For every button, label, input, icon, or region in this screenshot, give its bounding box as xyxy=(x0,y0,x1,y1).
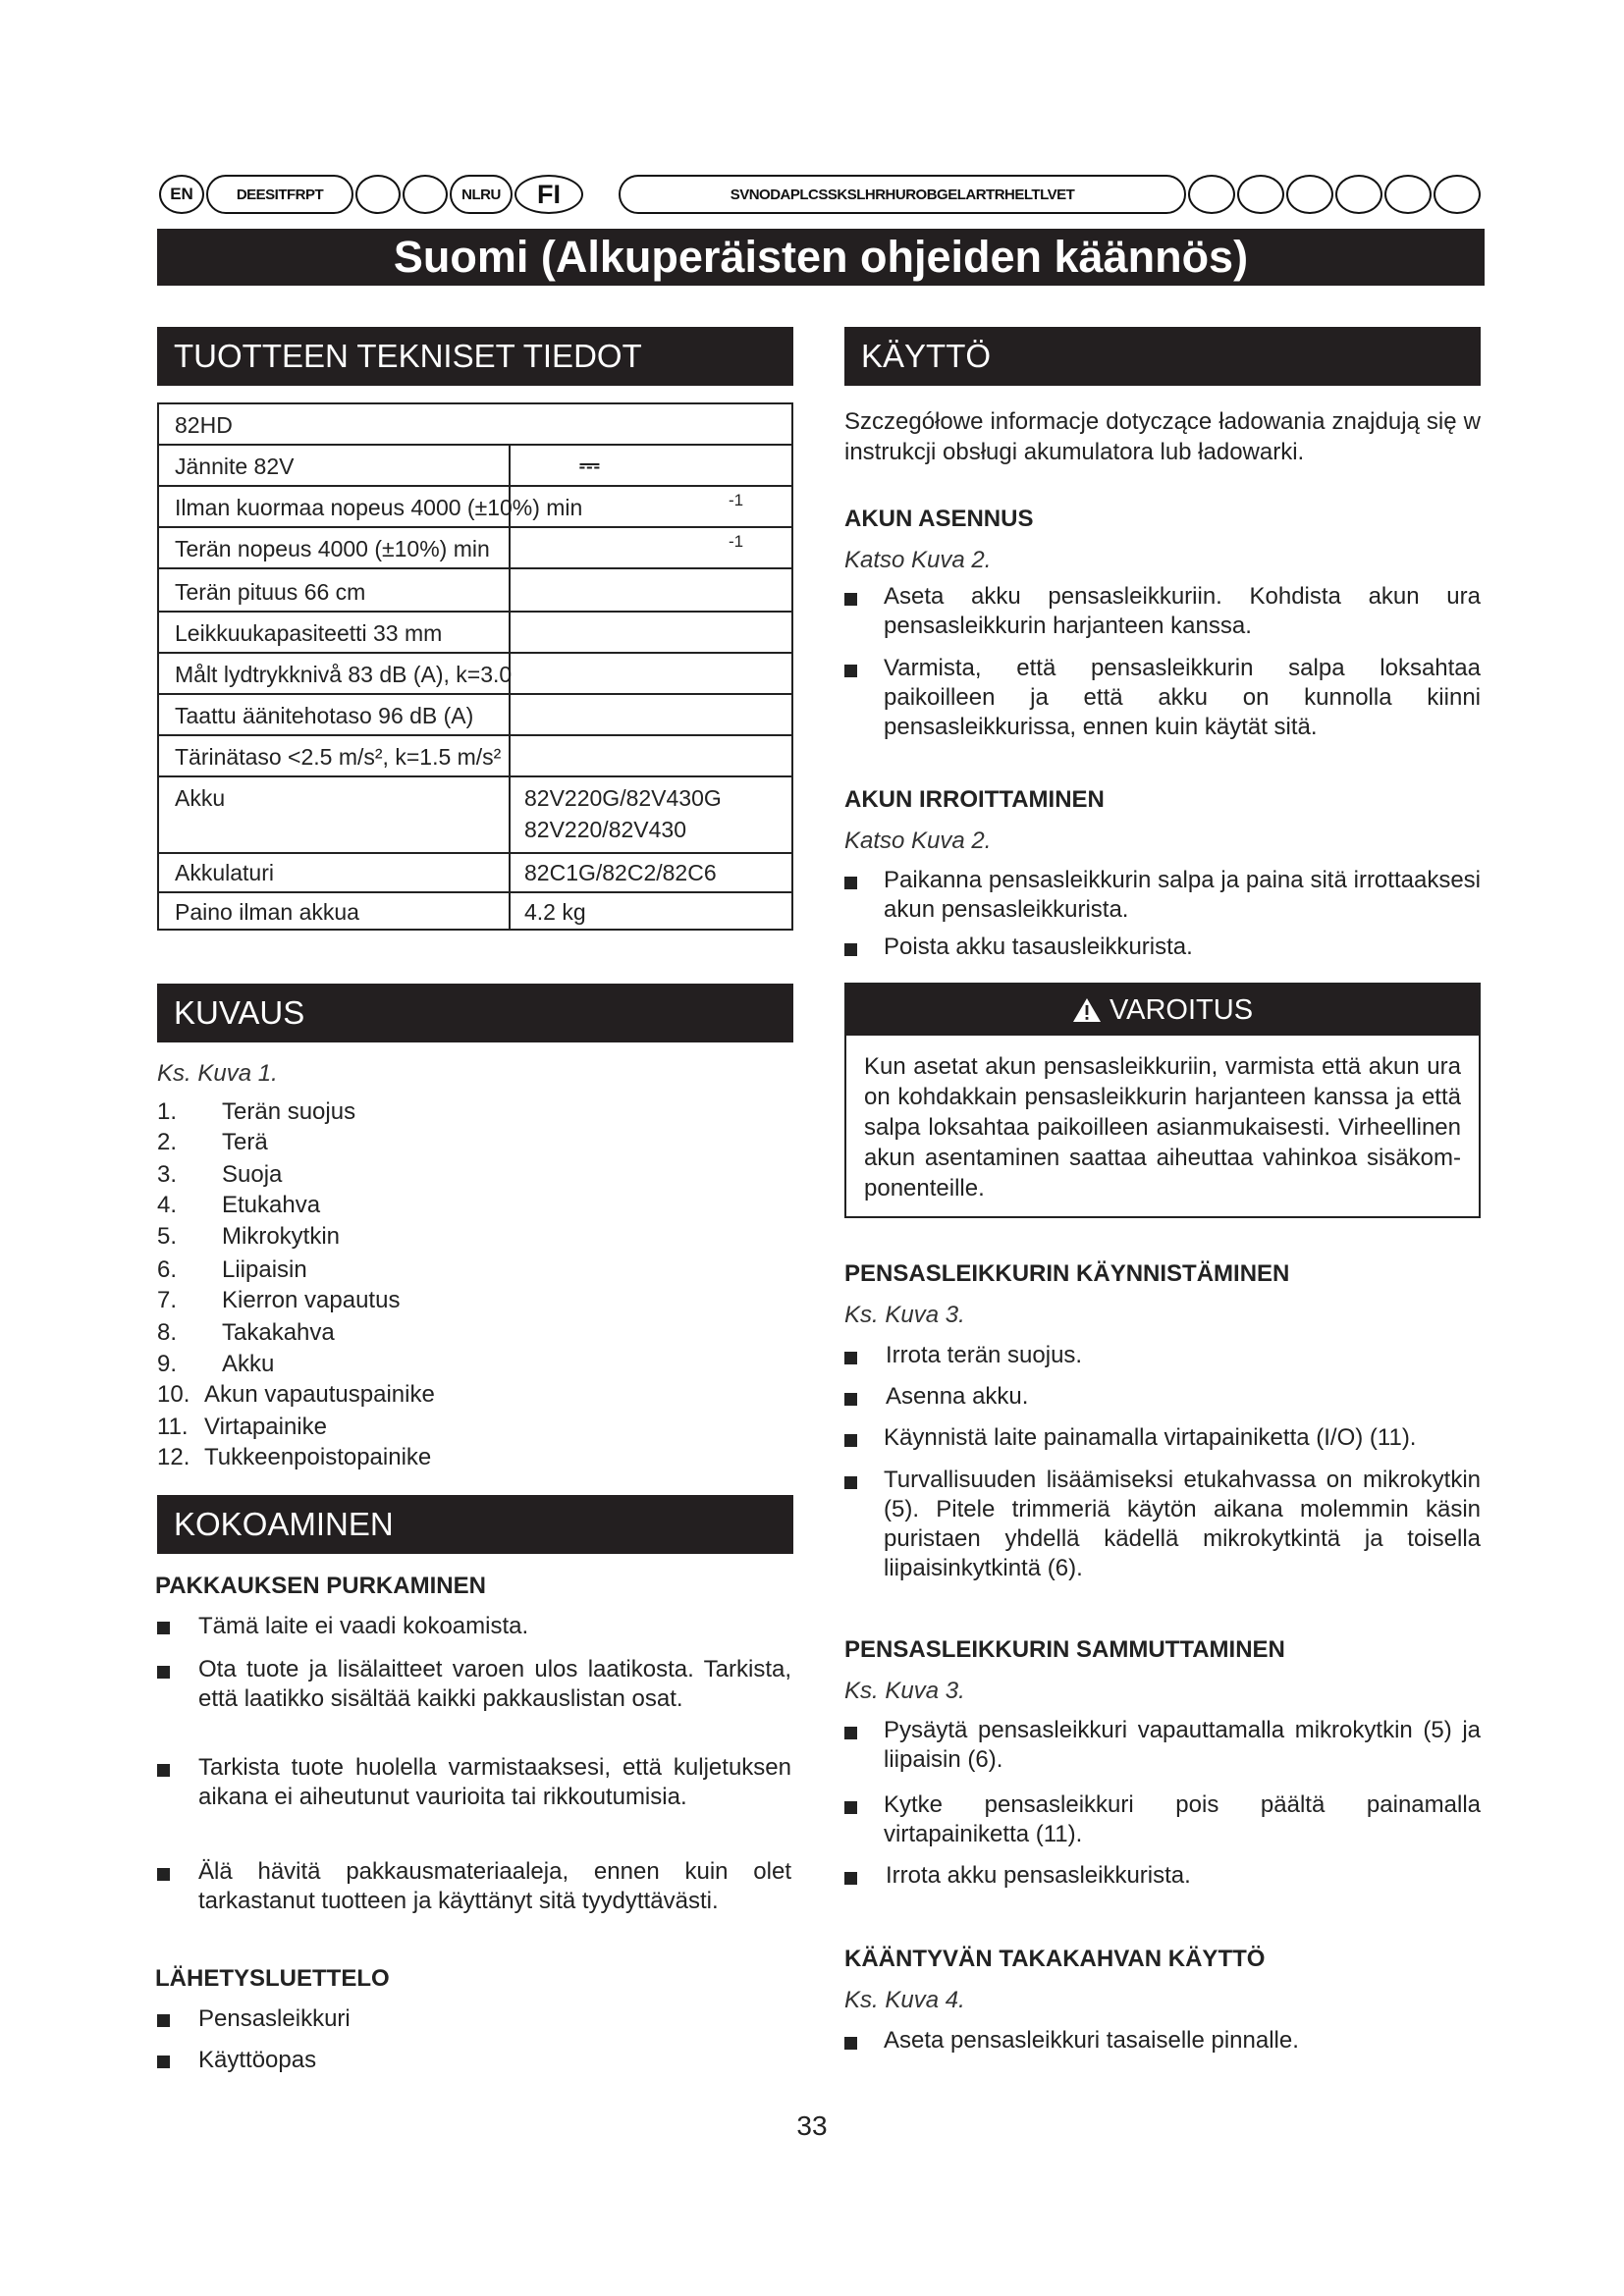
shipping-list-subheading: LÄHETYSLUETTELO xyxy=(155,1965,390,1992)
stop-bullet-1: Pysäytä pensasleikkuri vapauttamalla mikrokytkin (5) ja liipaisin (6). xyxy=(884,1717,1481,1773)
lang-tab-empty xyxy=(1384,175,1432,214)
bullet-icon xyxy=(157,1764,170,1777)
shipping-item-1: Pensasleikkuri xyxy=(198,2005,351,2032)
page-title: Suomi (Alkuperäisten ohjeiden käännös) xyxy=(157,229,1485,286)
spec-charger-value: 82C1G/82C2/82C6 xyxy=(524,860,717,885)
rotating-handle-subheading: KÄÄNTYVÄN TAKAKAHVAN KÄYTTÖ xyxy=(844,1946,1266,1972)
bullet-icon xyxy=(157,1622,170,1634)
battery-install-ref: Katso Kuva 2. xyxy=(844,547,992,573)
bullet-icon xyxy=(157,1666,170,1679)
battery-remove-subheading: AKUN IRROITTAMINEN xyxy=(844,786,1105,813)
spec-vibration: Tärinätaso <2.5 m/s², k=1.5 m/s² xyxy=(175,744,502,770)
lang-tab-group-2[interactable]: NLRU xyxy=(450,175,513,214)
spec-blade-length: Terän pituus 66 cm xyxy=(175,579,366,605)
lang-tab-group-1[interactable]: DEESITFRPT xyxy=(206,175,353,214)
bullet-icon xyxy=(844,1393,857,1406)
warning-title: VAROITUS xyxy=(1109,993,1254,1026)
tech-specs-heading: TUOTTEEN TEKNISET TIEDOT xyxy=(157,327,793,386)
stop-subheading: PENSASLEIKKURIN SAMMUTTAMINEN xyxy=(844,1636,1285,1663)
spec-table xyxy=(157,402,793,931)
unpack-bullet-2: Ota tuote ja lisälaitteet varoen ulos laatikosta. Tarkista, että laatikko sisältää kaikki pakkauslistan osat. xyxy=(198,1656,791,1712)
spec-no-load-speed: Ilman kuormaa nopeus 4000 (±10%) min xyxy=(175,495,583,520)
spec-blade-speed: Terän nopeus 4000 (±10%) min xyxy=(175,536,490,561)
kaytto-heading: KÄYTTÖ xyxy=(844,327,1481,386)
list-item: Tukkeenpoistopainike xyxy=(204,1444,432,1470)
list-item: Mikrokytkin xyxy=(222,1223,341,1250)
lang-tab-en[interactable]: EN xyxy=(159,175,204,214)
list-item: Akun vapautuspainike xyxy=(204,1381,435,1408)
shipping-item-2: Käyttöopas xyxy=(198,2047,317,2073)
spec-battery-label: Akku xyxy=(175,785,226,811)
list-item-num: 1. xyxy=(157,1098,178,1125)
bullet-icon xyxy=(157,2056,170,2068)
remove-bullet-2: Poista akku tasausleikkurista. xyxy=(884,934,1193,960)
list-item: Suoja xyxy=(222,1161,283,1188)
list-item-num: 3. xyxy=(157,1161,178,1188)
list-item-num: 7. xyxy=(157,1287,178,1313)
spec-sound-power: Taattu äänitehotaso 96 dB (A) xyxy=(175,703,474,728)
bullet-icon xyxy=(844,1727,857,1739)
start-bullet-4: Turvallisuuden lisäämiseksi etukahvassa on mikrokytkin (5). Pitele trimmeriä käytön aikana molemmin käsin puristaen yhdellä kädellä mikrokytkintä ja toisella liipaisinkytkintä (6). xyxy=(884,1467,1481,1581)
start-ref: Ks. Kuva 3. xyxy=(844,1302,965,1328)
start-bullet-2: Asenna akku. xyxy=(886,1383,1029,1410)
spec-weight-label: Paino ilman akkua xyxy=(175,899,359,925)
list-item-num: 5. xyxy=(157,1223,178,1250)
list-item-num: 12. xyxy=(157,1444,190,1470)
lang-tab-empty xyxy=(1434,175,1481,214)
battery-install-subheading: AKUN ASENNUS xyxy=(844,506,1034,532)
warning-box xyxy=(844,983,1481,1218)
start-bullet-3: Käynnistä laite painamalla virtapainiketta (I/O) (11). xyxy=(884,1424,1417,1451)
bullet-icon xyxy=(844,1801,857,1814)
spec-battery-value-1: 82V220G/82V430G xyxy=(524,785,722,811)
stop-bullet-2: Kytke pensasleikkuri pois päältä painamalla virtapainiketta (11). xyxy=(884,1791,1481,1847)
list-item-num: 11. xyxy=(157,1414,189,1440)
list-item: Takakahva xyxy=(222,1319,335,1346)
install-bullet-2: Varmista, että pensasleikkurin salpa loksahtaa paikoilleen ja että akku on kunnolla kiinni pensasleikkurissa, ennen kuin käytät sitä. xyxy=(884,655,1481,740)
battery-remove-ref: Katso Kuva 2. xyxy=(844,828,992,854)
spec-superscript: -1 xyxy=(729,491,744,509)
install-bullet-1: Aseta akku pensasleikkuriin. Kohdista akun ura pensasleikkurin harjanteen kanssa. xyxy=(884,583,1481,639)
charging-info: Szczegółowe informacje dotyczące ładowania znajdują się w instrukcji obsługi akumulatora lub ładowarki. xyxy=(844,408,1481,465)
spec-sound-pressure: Målt lydtrykknivå 83 dB (A), k=3.0 xyxy=(175,662,513,687)
spec-superscript: -1 xyxy=(729,532,744,551)
start-subheading: PENSASLEIKKURIN KÄYNNISTÄMINEN xyxy=(844,1260,1290,1287)
bullet-icon xyxy=(844,877,857,889)
lang-tab-group-3[interactable]: SVNODAPLCSSKSLHRHUROBGELARTRHELTLVET xyxy=(619,175,1186,214)
bullet-icon xyxy=(844,1476,857,1489)
unpack-bullet-1: Tämä laite ei vaadi kokoamista. xyxy=(198,1613,529,1639)
bullet-icon xyxy=(844,2037,857,2050)
list-item-num: 6. xyxy=(157,1256,178,1283)
warning-triangle-icon xyxy=(1072,997,1102,1023)
spec-cutting-capacity: Leikkuukapasiteetti 33 mm xyxy=(175,620,443,646)
bullet-icon xyxy=(844,593,857,606)
kuvaus-heading: KUVAUS xyxy=(157,984,793,1042)
bullet-icon xyxy=(844,1872,857,1885)
list-item: Akku xyxy=(222,1351,275,1377)
lang-tab-empty xyxy=(1188,175,1235,214)
list-item: Terä xyxy=(222,1129,268,1155)
spec-weight-value: 4.2 kg xyxy=(524,899,586,925)
remove-bullet-1: Paikanna pensasleikkurin salpa ja paina sitä irrottaaksesi akun pensasleikkurista. xyxy=(884,867,1481,923)
spec-battery-value-2: 82V220/82V430 xyxy=(524,817,686,842)
list-item: Virtapainike xyxy=(204,1414,327,1440)
bullet-icon xyxy=(844,1434,857,1447)
lang-tab-empty xyxy=(403,175,448,214)
lang-tab-fi[interactable]: FI xyxy=(514,175,583,214)
rotating-handle-ref: Ks. Kuva 4. xyxy=(844,1987,965,2013)
page-number: 33 xyxy=(796,2110,828,2141)
lang-tab-empty xyxy=(355,175,401,214)
lang-tab-empty xyxy=(1335,175,1382,214)
bullet-icon xyxy=(844,665,857,677)
language-tabs xyxy=(159,175,1483,216)
list-item: Liipaisin xyxy=(222,1256,307,1283)
unpack-bullet-4: Älä hävitä pakkausmateriaaleja, ennen kuin olet tarkastanut tuotteen ja käyttänyt sitä tyydyttävästi. xyxy=(198,1858,791,1914)
spec-model: 82HD xyxy=(175,412,233,438)
list-item-num: 2. xyxy=(157,1129,178,1155)
list-item-num: 10. xyxy=(157,1381,190,1408)
unpack-bullet-3: Tarkista tuote huolella varmistaaksesi, että kuljetuksen aikana ei aiheutunut vaurioita tai rikkoutumisia. xyxy=(198,1754,791,1810)
stop-bullet-3: Irrota akku pensasleikkurista. xyxy=(886,1862,1191,1889)
list-item-num: 8. xyxy=(157,1319,178,1346)
warning-text: Kun asetat akun pensasleikkuriin, varmista että akun ura on kohdakkain pensasleikkurin harjanteen kanssa ja että salpa loksahtaa paikoilleen asianmukaisesti. Virheellinen akun asentaminen saattaa aiheuttaa vahinkoa sisäkom-ponenteille. xyxy=(864,1053,1461,1201)
spec-charger-label: Akkulaturi xyxy=(175,860,274,885)
lang-tab-empty xyxy=(1237,175,1284,214)
kuvaus-figure-ref: Ks. Kuva 1. xyxy=(157,1060,278,1087)
bullet-icon xyxy=(157,2014,170,2027)
bullet-icon xyxy=(844,1352,857,1364)
rotating-handle-bullet-1: Aseta pensasleikkuri tasaiselle pinnalle. xyxy=(884,2027,1299,2054)
stop-ref: Ks. Kuva 3. xyxy=(844,1678,965,1704)
list-item-num: 9. xyxy=(157,1351,178,1377)
kokoaminen-heading: KOKOAMINEN xyxy=(157,1495,793,1554)
list-item-num: 4. xyxy=(157,1192,178,1218)
warning-header xyxy=(846,985,1479,1036)
list-item: Kierron vapautus xyxy=(222,1287,401,1313)
list-item: Terän suojus xyxy=(222,1098,356,1125)
bullet-icon xyxy=(157,1868,170,1881)
unpacking-subheading: PAKKAUKSEN PURKAMINEN xyxy=(155,1573,486,1599)
bullet-icon xyxy=(844,943,857,956)
spec-voltage: Jännite 82V xyxy=(175,454,295,479)
lang-tab-empty xyxy=(1286,175,1333,214)
dc-symbol-icon: ⎓ xyxy=(579,450,600,479)
start-bullet-1: Irrota terän suojus. xyxy=(886,1342,1083,1368)
list-item: Etukahva xyxy=(222,1192,321,1218)
